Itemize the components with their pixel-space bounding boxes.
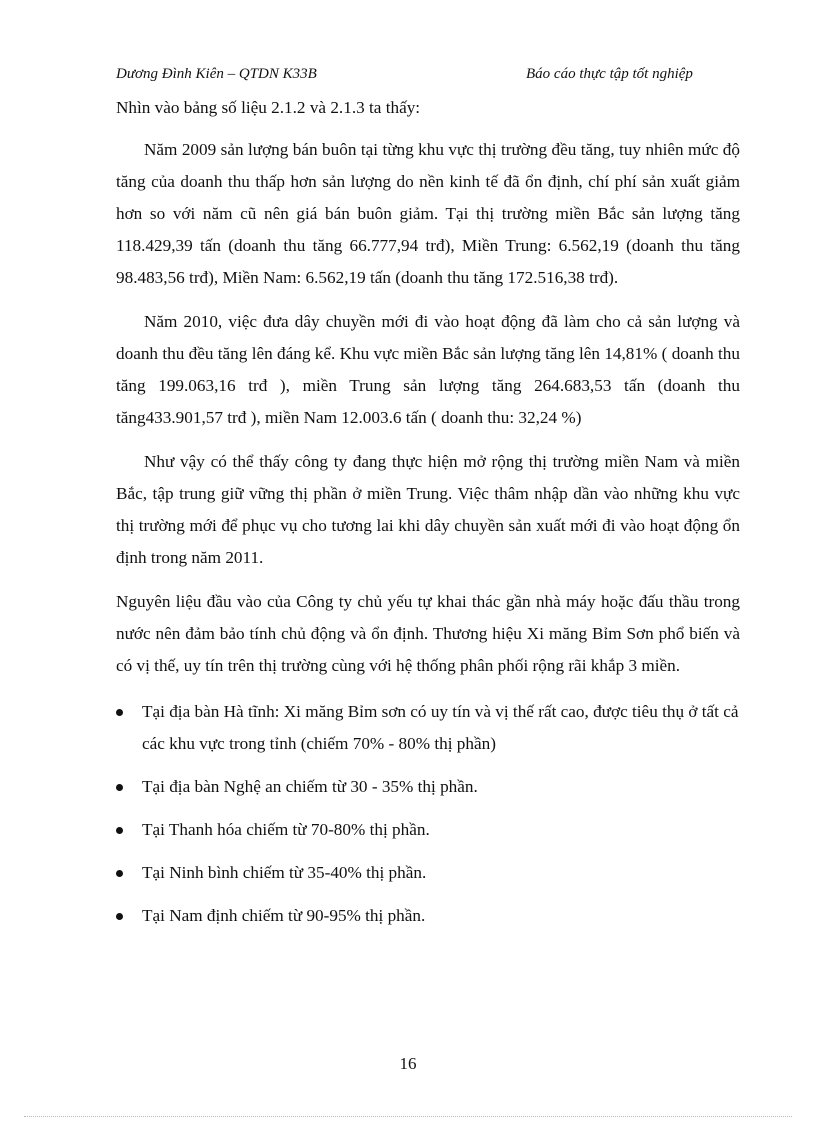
page-content [116, 94, 740, 943]
page-number: 16 [399, 1054, 417, 1073]
paragraph-2009: Năm 2009 sản lượng bán buôn tại từng khu vực thị trường đều tăng, tuy nhiên mức độ tăng của doanh thu thấp hơn sản lượng do nền kinh tế đã ổn định, chí phí sản xuất giảm hơn so với năm cũ nên giá bán buôn giảm. Tại thị trường miền Bắc sản lượng tăng 118.429,39 tấn (doanh thu tăng 66.777,94 trđ), Miền Trung: 6.562,19 (doanh thu tăng 98.483,56 trđ), Miền Nam: 6.562,19 tấn (doanh thu tăng 172.516,38 trđ). [116, 140, 740, 287]
bullet-icon [116, 709, 123, 716]
list-item [116, 771, 740, 803]
paragraph-raw-materials: Nguyên liệu đầu vào của Công ty chủ yếu tự khai thác gần nhà máy hoặc đấu thầu trong nước nên đảm bảo tính chủ động và ổn định. Thương hiệu Xi măng Bỉm Sơn phổ biến và có vị thế, uy tín trên thị trường cùng với hệ thống phân phối rộng rãi khắp 3 miền. [116, 592, 740, 675]
paragraph-market-expansion: Như vậy có thể thấy công ty đang thực hiện mở rộng thị trường miền Nam và miền Bắc, tập trung giữ vững thị phần ở miền Trung. Việc thâm nhập dần vào những khu vực thị trường mới để phục vụ cho tương lai khi dây chuyền sản xuất mới đi vào hoạt động ổn định trong năm 2011. [116, 452, 740, 567]
list-item-text: Tại Nam định chiếm từ 90-95% thị phần. [142, 906, 426, 925]
list-item [116, 814, 740, 846]
list-item [116, 900, 740, 932]
list-item [116, 857, 740, 889]
list-item-text: Tại Thanh hóa chiếm từ 70-80% thị phần. [142, 820, 430, 839]
intro-line: Nhìn vào bảng số liệu 2.1.2 và 2.1.3 ta thấy: [116, 98, 421, 117]
list-item-text: Tại Ninh bình chiếm từ 35-40% thị phần. [142, 863, 427, 882]
list-item-text: Tại địa bàn Hà tĩnh: Xi măng Bỉm sơn có uy tín và vị thế rất cao, được tiêu thụ ở tất cả các khu vực trong tỉnh (chiếm 70% - 80% thị phần) [142, 702, 739, 753]
bullet-icon [116, 827, 123, 834]
bullet-icon [116, 784, 123, 791]
bullet-icon [116, 870, 123, 877]
market-share-list [116, 696, 740, 932]
list-item-text: Tại địa bàn Nghệ an chiếm từ 30 - 35% thị phần. [142, 777, 478, 796]
paragraph-2010: Năm 2010, việc đưa dây chuyền mới đi vào hoạt động đã làm cho cả sản lượng và doanh thu đều tăng lên đáng kể. Khu vực miền Bắc sản lượng tăng lên 14,81% ( doanh thu tăng 199.063,16 trđ ), miền Trung sản lượng tăng 264.683,53 tấn (doanh thu tăng433.901,57 trđ ), miền Nam 12.003.6 tấn ( doanh thu: 32,24 %) [116, 312, 740, 427]
header-report-title: Báo cáo thực tập tốt nghiệp [526, 66, 693, 82]
list-item [116, 696, 740, 760]
bullet-icon [116, 913, 123, 920]
page-bottom-divider [24, 1116, 792, 1117]
header-author: Dương Đình Kiên – QTDN K33B [116, 66, 317, 82]
